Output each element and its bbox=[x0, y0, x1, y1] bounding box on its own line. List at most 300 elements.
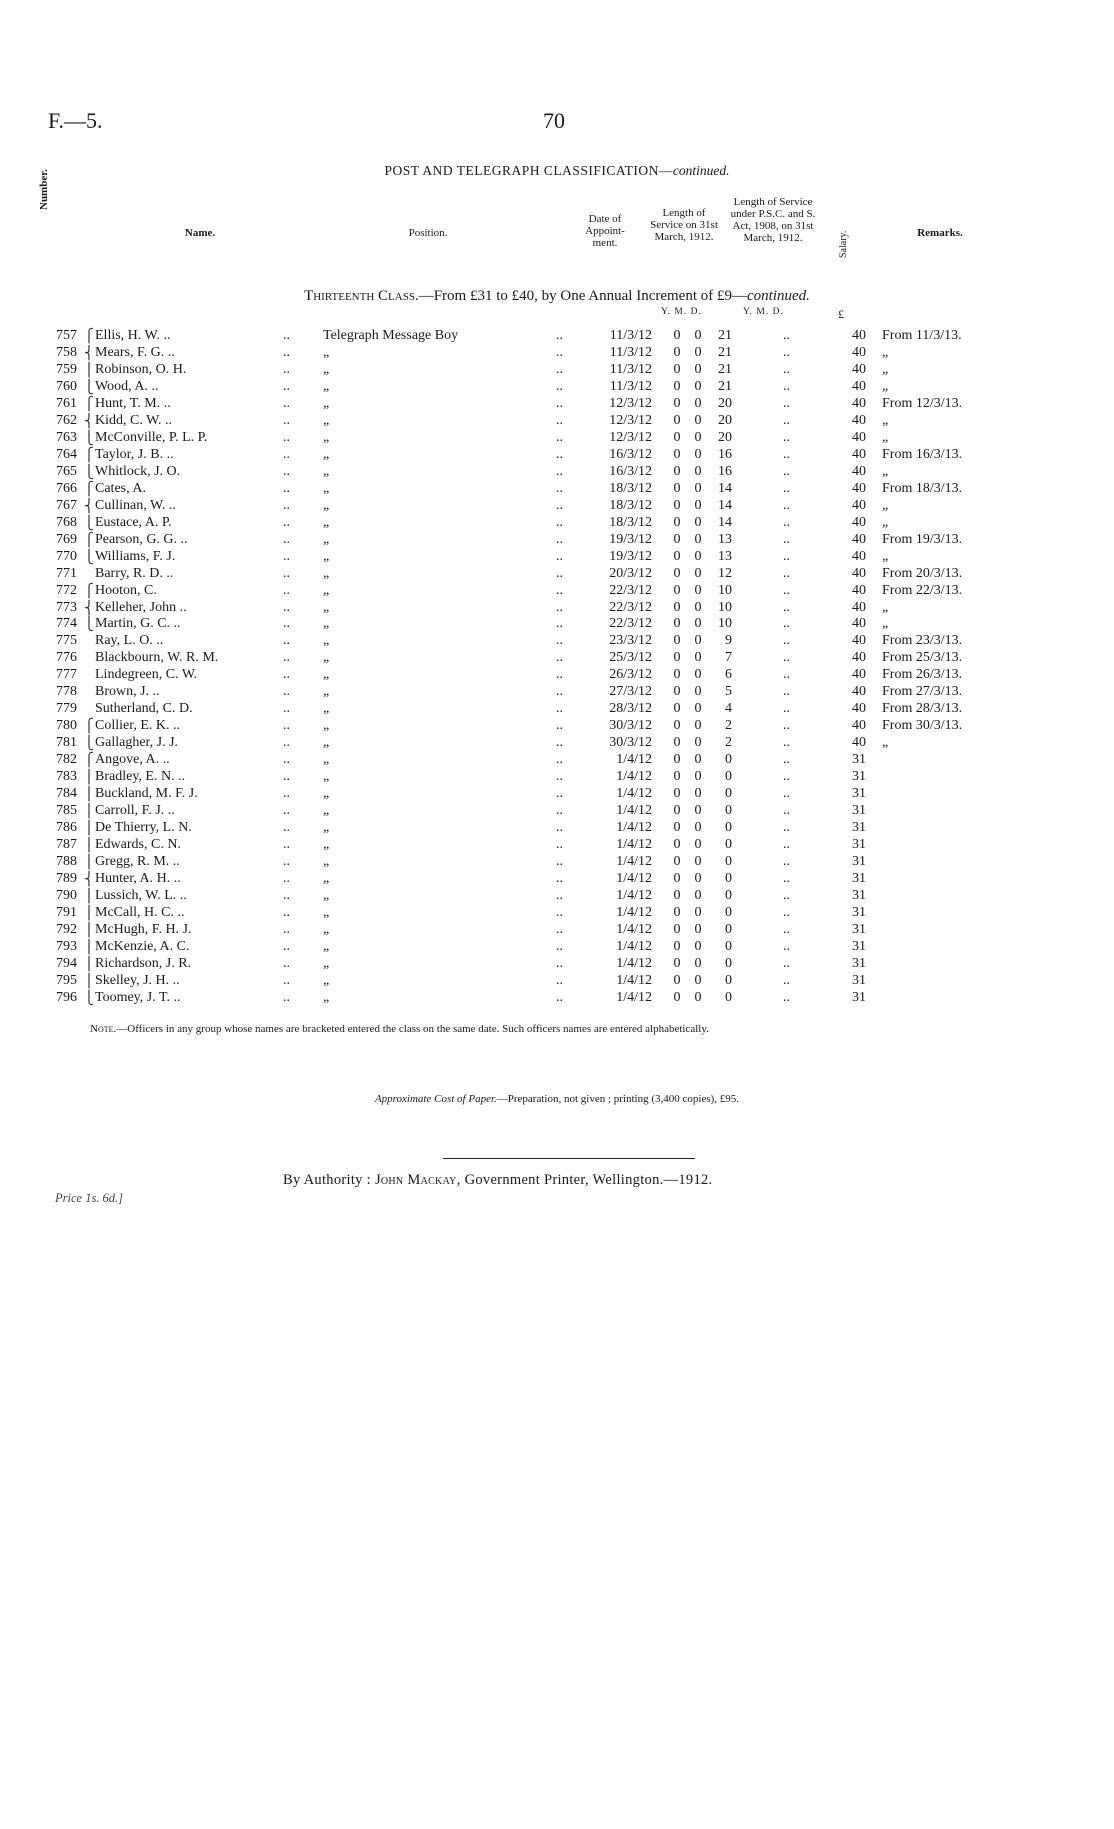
appointment-date: 1/4/12 bbox=[616, 769, 652, 785]
salary: 31 bbox=[852, 820, 866, 836]
leader-dots: .. bbox=[783, 429, 790, 445]
table-row bbox=[0, 785, 1114, 802]
service-years: 0 bbox=[673, 752, 681, 768]
group-bracket: ⎪ bbox=[84, 972, 94, 988]
group-bracket: ⎧ bbox=[84, 752, 94, 768]
position: „ bbox=[323, 786, 330, 802]
table-row bbox=[0, 870, 1114, 887]
footnote-label: Note. bbox=[90, 1023, 117, 1035]
table-row bbox=[0, 802, 1114, 819]
row-number: 760 bbox=[56, 378, 77, 394]
appointment-date: 1/4/12 bbox=[616, 955, 652, 971]
remarks: „ bbox=[882, 378, 889, 394]
table-row bbox=[0, 395, 1114, 412]
units-service: Y. M. D. bbox=[661, 307, 702, 317]
leader-dots: .. bbox=[556, 972, 563, 988]
table-row bbox=[0, 955, 1114, 972]
salary: 31 bbox=[852, 854, 866, 870]
table-row bbox=[0, 463, 1114, 480]
salary: 40 bbox=[852, 616, 866, 632]
position: „ bbox=[323, 837, 330, 853]
staff-name: Toomey, J. T. .. bbox=[95, 989, 181, 1005]
remarks: From 22/3/13. bbox=[882, 582, 963, 598]
remarks: „ bbox=[882, 344, 889, 360]
row-number: 765 bbox=[56, 463, 77, 479]
service-years: 0 bbox=[673, 667, 681, 683]
service-days: 0 bbox=[725, 837, 732, 853]
service-months: 0 bbox=[694, 955, 702, 971]
leader-dots: .. bbox=[283, 616, 290, 632]
service-years: 0 bbox=[673, 548, 681, 564]
group-bracket: ⎩ bbox=[84, 548, 94, 564]
appointment-date: 1/4/12 bbox=[616, 904, 652, 920]
group-bracket: ⎪ bbox=[84, 904, 94, 920]
imprint-rest: Government Printer, Wellington.—1912. bbox=[464, 1172, 713, 1188]
position: „ bbox=[323, 820, 330, 836]
leader-dots: .. bbox=[783, 616, 790, 632]
row-number: 777 bbox=[56, 667, 77, 683]
salary: 40 bbox=[852, 480, 866, 496]
leader-dots: .. bbox=[283, 361, 290, 377]
staff-name: Martin, G. C. .. bbox=[95, 616, 181, 632]
row-number: 783 bbox=[56, 769, 77, 785]
service-years: 0 bbox=[673, 463, 681, 479]
leader-dots: .. bbox=[783, 514, 790, 530]
service-years: 0 bbox=[673, 328, 681, 343]
salary: 40 bbox=[852, 735, 866, 751]
row-number: 794 bbox=[56, 955, 77, 971]
appointment-date: 22/3/12 bbox=[609, 599, 652, 615]
table-row bbox=[0, 819, 1114, 836]
position: „ bbox=[323, 701, 330, 717]
salary: 40 bbox=[852, 446, 866, 462]
staff-name: Eustace, A. P. bbox=[95, 514, 172, 530]
salary: 40 bbox=[852, 701, 866, 717]
leader-dots: .. bbox=[783, 769, 790, 785]
row-number: 789 bbox=[56, 871, 77, 887]
position: „ bbox=[323, 548, 330, 564]
leader-dots: .. bbox=[783, 582, 790, 598]
group-bracket: ⎩ bbox=[84, 514, 94, 530]
leader-dots: .. bbox=[556, 361, 563, 377]
imprint-name: John Mackay, bbox=[374, 1172, 461, 1188]
leader-dots: .. bbox=[283, 972, 290, 988]
remarks: „ bbox=[882, 497, 889, 513]
appointment-date: 30/3/12 bbox=[609, 735, 652, 751]
row-number: 791 bbox=[56, 904, 77, 920]
staff-name: Collier, E. K. .. bbox=[95, 718, 180, 734]
row-number: 767 bbox=[56, 497, 77, 513]
leader-dots: .. bbox=[556, 531, 563, 547]
service-months: 0 bbox=[694, 599, 702, 615]
service-months: 0 bbox=[694, 616, 702, 632]
position: „ bbox=[323, 463, 330, 479]
service-days: 14 bbox=[718, 480, 732, 496]
service-days: 4 bbox=[725, 701, 732, 717]
service-months: 0 bbox=[694, 871, 702, 887]
service-days: 0 bbox=[725, 854, 732, 870]
service-months: 0 bbox=[694, 786, 702, 802]
units-salary: £ bbox=[838, 307, 845, 321]
leader-dots: .. bbox=[556, 820, 563, 836]
leader-dots: .. bbox=[556, 565, 563, 581]
row-number: 792 bbox=[56, 921, 77, 937]
salary: 31 bbox=[852, 803, 866, 819]
position: „ bbox=[323, 921, 330, 937]
position: „ bbox=[323, 344, 330, 360]
page-title bbox=[0, 163, 1114, 179]
leader-dots: .. bbox=[783, 480, 790, 496]
staff-name: Kelleher, John .. bbox=[95, 599, 187, 615]
service-days: 0 bbox=[725, 955, 732, 971]
salary: 31 bbox=[852, 972, 866, 988]
appointment-date: 26/3/12 bbox=[609, 667, 652, 683]
staff-name: McKenzie, A. C. bbox=[95, 938, 190, 954]
leader-dots: .. bbox=[556, 344, 563, 360]
staff-name: Taylor, J. B. .. bbox=[95, 446, 174, 462]
leader-dots: .. bbox=[283, 989, 290, 1005]
service-months: 0 bbox=[694, 972, 702, 988]
table-row bbox=[0, 548, 1114, 565]
service-months: 0 bbox=[694, 938, 702, 954]
row-number: 774 bbox=[56, 616, 77, 632]
service-years: 0 bbox=[673, 854, 681, 870]
row-number: 772 bbox=[56, 582, 77, 598]
service-days: 12 bbox=[718, 565, 732, 581]
service-days: 9 bbox=[725, 633, 732, 649]
service-months: 0 bbox=[694, 904, 702, 920]
cost-of-paper bbox=[0, 1093, 1114, 1105]
service-months: 0 bbox=[694, 497, 702, 513]
salary: 31 bbox=[852, 938, 866, 954]
leader-dots: .. bbox=[783, 378, 790, 394]
column-header-length-service: Length of Service on 31st March, 1912. bbox=[650, 207, 718, 243]
service-days: 10 bbox=[718, 616, 732, 632]
leader-dots: .. bbox=[283, 769, 290, 785]
row-number: 781 bbox=[56, 735, 77, 751]
group-bracket: ⎧ bbox=[84, 718, 94, 734]
staff-name: Pearson, G. G. .. bbox=[95, 531, 188, 547]
staff-name: Williams, F. J. bbox=[95, 548, 176, 564]
table-row bbox=[0, 836, 1114, 853]
leader-dots: .. bbox=[783, 837, 790, 853]
group-bracket: ⎪ bbox=[84, 361, 94, 377]
staff-name: Whitlock, J. O. bbox=[95, 463, 181, 479]
group-bracket: ⎨ bbox=[84, 497, 94, 513]
service-days: 0 bbox=[725, 820, 732, 836]
salary: 40 bbox=[852, 531, 866, 547]
row-number: 787 bbox=[56, 837, 77, 853]
column-header-position: Position. bbox=[408, 227, 448, 239]
service-years: 0 bbox=[673, 361, 681, 377]
staff-name: Wood, A. .. bbox=[95, 378, 159, 394]
leader-dots: .. bbox=[783, 735, 790, 751]
appointment-date: 1/4/12 bbox=[616, 871, 652, 887]
service-days: 0 bbox=[725, 972, 732, 988]
staff-name: Ellis, H. W. .. bbox=[95, 328, 171, 343]
remarks: From 26/3/13. bbox=[882, 667, 963, 683]
row-number: 757 bbox=[56, 328, 77, 343]
staff-name: Barry, R. D. .. bbox=[95, 565, 174, 581]
service-days: 0 bbox=[725, 769, 732, 785]
column-header-name: Name. bbox=[184, 227, 216, 239]
row-number: 782 bbox=[56, 752, 77, 768]
salary: 31 bbox=[852, 837, 866, 853]
leader-dots: .. bbox=[783, 803, 790, 819]
salary: 40 bbox=[852, 548, 866, 564]
leader-dots: .. bbox=[283, 633, 290, 649]
leader-dots: .. bbox=[783, 938, 790, 954]
salary: 40 bbox=[852, 667, 866, 683]
service-years: 0 bbox=[673, 684, 681, 700]
service-months: 0 bbox=[694, 378, 702, 394]
position: „ bbox=[323, 480, 330, 496]
service-years: 0 bbox=[673, 429, 681, 445]
position: „ bbox=[323, 429, 330, 445]
row-number: 763 bbox=[56, 429, 77, 445]
leader-dots: .. bbox=[556, 548, 563, 564]
service-years: 0 bbox=[673, 888, 681, 903]
row-number: 785 bbox=[56, 803, 77, 819]
leader-dots: .. bbox=[283, 735, 290, 751]
salary: 40 bbox=[852, 328, 866, 343]
leader-dots: .. bbox=[783, 412, 790, 428]
imprint-by: By Authority : bbox=[283, 1172, 371, 1188]
staff-name: Lindegreen, C. W. bbox=[95, 667, 198, 683]
row-number: 793 bbox=[56, 938, 77, 954]
table-row bbox=[0, 632, 1114, 649]
service-years: 0 bbox=[673, 344, 681, 360]
appointment-date: 27/3/12 bbox=[609, 684, 652, 700]
leader-dots: .. bbox=[283, 463, 290, 479]
table-row bbox=[0, 989, 1114, 1006]
service-months: 0 bbox=[694, 395, 702, 411]
service-months: 0 bbox=[694, 735, 702, 751]
table-row bbox=[0, 615, 1114, 632]
service-months: 0 bbox=[694, 633, 702, 649]
leader-dots: .. bbox=[783, 599, 790, 615]
salary: 31 bbox=[852, 904, 866, 920]
salary: 31 bbox=[852, 752, 866, 768]
leader-dots: .. bbox=[283, 955, 290, 971]
leader-dots: .. bbox=[283, 684, 290, 700]
remarks: From 27/3/13. bbox=[882, 684, 963, 700]
service-months: 0 bbox=[694, 769, 702, 785]
row-number: 776 bbox=[56, 650, 77, 666]
service-days: 20 bbox=[718, 412, 732, 428]
service-years: 0 bbox=[673, 565, 681, 581]
position: „ bbox=[323, 769, 330, 785]
service-days: 21 bbox=[718, 378, 732, 394]
staff-name: Gallagher, J. J. bbox=[95, 735, 179, 751]
service-months: 0 bbox=[694, 888, 702, 903]
remarks: „ bbox=[882, 599, 889, 615]
remarks: From 28/3/13. bbox=[882, 701, 963, 717]
column-header-length-under-act: Length of Service under P.S.C. and S. Act, 1908, on 31st March, 1912. bbox=[730, 196, 816, 244]
leader-dots: .. bbox=[556, 514, 563, 530]
leader-dots: .. bbox=[556, 989, 563, 1005]
footnote-text: —Officers in any group whose names are bracketed entered the class on the same date. Such officers names are entered alphabetically. bbox=[116, 1023, 709, 1035]
service-days: 21 bbox=[718, 344, 732, 360]
leader-dots: .. bbox=[283, 650, 290, 666]
table-row bbox=[0, 497, 1114, 514]
position: „ bbox=[323, 888, 330, 903]
column-header-salary: Salary. bbox=[838, 230, 849, 258]
group-bracket: ⎩ bbox=[84, 378, 94, 394]
class-description: —From £31 to £40, by One Annual Increment of £9— bbox=[418, 288, 747, 304]
leader-dots: .. bbox=[283, 904, 290, 920]
leader-dots: .. bbox=[783, 328, 790, 343]
salary: 40 bbox=[852, 718, 866, 734]
position: Telegraph Message Boy bbox=[323, 328, 459, 343]
leader-dots: .. bbox=[283, 837, 290, 853]
salary: 40 bbox=[852, 395, 866, 411]
service-years: 0 bbox=[673, 650, 681, 666]
remarks: „ bbox=[882, 412, 889, 428]
class-continued: continued. bbox=[747, 288, 810, 304]
leader-dots: .. bbox=[556, 412, 563, 428]
leader-dots: .. bbox=[556, 463, 563, 479]
service-years: 0 bbox=[673, 803, 681, 819]
service-months: 0 bbox=[694, 854, 702, 870]
table-row bbox=[0, 344, 1114, 361]
leader-dots: .. bbox=[783, 344, 790, 360]
service-years: 0 bbox=[673, 921, 681, 937]
leader-dots: .. bbox=[556, 718, 563, 734]
remarks: „ bbox=[882, 616, 889, 632]
leader-dots: .. bbox=[556, 803, 563, 819]
appointment-date: 23/3/12 bbox=[609, 633, 652, 649]
salary: 31 bbox=[852, 888, 866, 903]
service-months: 0 bbox=[694, 752, 702, 768]
service-years: 0 bbox=[673, 735, 681, 751]
appointment-date: 1/4/12 bbox=[616, 972, 652, 988]
leader-dots: .. bbox=[556, 633, 563, 649]
leader-dots: .. bbox=[283, 718, 290, 734]
service-months: 0 bbox=[694, 803, 702, 819]
leader-dots: .. bbox=[283, 531, 290, 547]
appointment-date: 1/4/12 bbox=[616, 921, 652, 937]
service-days: 10 bbox=[718, 599, 732, 615]
remarks: „ bbox=[882, 361, 889, 377]
group-bracket: ⎪ bbox=[84, 888, 94, 903]
group-bracket: ⎪ bbox=[84, 803, 94, 819]
leader-dots: .. bbox=[283, 803, 290, 819]
salary: 40 bbox=[852, 497, 866, 513]
position: „ bbox=[323, 378, 330, 394]
appointment-date: 30/3/12 bbox=[609, 718, 652, 734]
divider-rule bbox=[443, 1158, 695, 1159]
remarks: From 16/3/13. bbox=[882, 446, 963, 462]
service-years: 0 bbox=[673, 938, 681, 954]
title-main: POST AND TELEGRAPH CLASSIFICATION— bbox=[384, 163, 673, 178]
salary: 40 bbox=[852, 412, 866, 428]
group-bracket: ⎩ bbox=[84, 735, 94, 751]
appointment-date: 1/4/12 bbox=[616, 752, 652, 768]
leader-dots: .. bbox=[783, 565, 790, 581]
position: „ bbox=[323, 989, 330, 1005]
service-years: 0 bbox=[673, 904, 681, 920]
position: „ bbox=[323, 412, 330, 428]
leader-dots: .. bbox=[283, 701, 290, 717]
staff-name: Kidd, C. W. .. bbox=[95, 412, 173, 428]
table-row bbox=[0, 700, 1114, 717]
service-months: 0 bbox=[694, 667, 702, 683]
service-days: 0 bbox=[725, 921, 732, 937]
leader-dots: .. bbox=[783, 361, 790, 377]
group-bracket: ⎧ bbox=[84, 395, 94, 411]
service-days: 5 bbox=[725, 684, 732, 700]
salary: 40 bbox=[852, 633, 866, 649]
table-row bbox=[0, 853, 1114, 870]
position: „ bbox=[323, 803, 330, 819]
service-months: 0 bbox=[694, 328, 702, 343]
remarks: From 20/3/13. bbox=[882, 565, 963, 581]
row-number: 766 bbox=[56, 480, 77, 496]
service-days: 13 bbox=[718, 531, 732, 547]
leader-dots: .. bbox=[556, 955, 563, 971]
position: „ bbox=[323, 361, 330, 377]
appointment-date: 1/4/12 bbox=[616, 854, 652, 870]
service-months: 0 bbox=[694, 361, 702, 377]
leader-dots: .. bbox=[556, 599, 563, 615]
salary: 31 bbox=[852, 989, 866, 1005]
service-years: 0 bbox=[673, 955, 681, 971]
cost-text: —Preparation, not given ; printing (3,400 copies), £95. bbox=[496, 1093, 740, 1105]
appointment-date: 12/3/12 bbox=[609, 395, 652, 411]
table-row bbox=[0, 412, 1114, 429]
staff-name: Bradley, E. N. .. bbox=[95, 769, 186, 785]
row-number: 762 bbox=[56, 412, 77, 428]
leader-dots: .. bbox=[283, 582, 290, 598]
table-row bbox=[0, 904, 1114, 921]
column-header-number: Number. bbox=[38, 169, 50, 210]
staff-name: Carroll, F. J. .. bbox=[95, 803, 175, 819]
printer-imprint bbox=[283, 1172, 712, 1189]
leader-dots: .. bbox=[783, 871, 790, 887]
leader-dots: .. bbox=[556, 446, 563, 462]
salary: 31 bbox=[852, 871, 866, 887]
service-months: 0 bbox=[694, 989, 702, 1005]
appointment-date: 19/3/12 bbox=[609, 531, 652, 547]
appointment-date: 12/3/12 bbox=[609, 429, 652, 445]
service-years: 0 bbox=[673, 837, 681, 853]
column-header-date-appointment: Date of Appoint- ment. bbox=[585, 213, 625, 249]
leader-dots: .. bbox=[283, 938, 290, 954]
leader-dots: .. bbox=[783, 752, 790, 768]
salary: 40 bbox=[852, 684, 866, 700]
service-years: 0 bbox=[673, 616, 681, 632]
staff-name: Mears, F. G. .. bbox=[95, 344, 175, 360]
service-months: 0 bbox=[694, 837, 702, 853]
table-row bbox=[0, 751, 1114, 768]
leader-dots: .. bbox=[783, 888, 790, 903]
row-number: 784 bbox=[56, 786, 77, 802]
group-bracket: ⎪ bbox=[84, 921, 94, 937]
position: „ bbox=[323, 854, 330, 870]
service-days: 0 bbox=[725, 803, 732, 819]
service-months: 0 bbox=[694, 463, 702, 479]
service-days: 6 bbox=[725, 667, 732, 683]
leader-dots: .. bbox=[556, 684, 563, 700]
appointment-date: 22/3/12 bbox=[609, 616, 652, 632]
salary: 40 bbox=[852, 582, 866, 598]
salary: 40 bbox=[852, 344, 866, 360]
appointment-date: 11/3/12 bbox=[609, 361, 652, 377]
leader-dots: .. bbox=[283, 395, 290, 411]
cost-label: Approximate Cost of Paper. bbox=[374, 1093, 497, 1105]
staff-name: Cullinan, W. .. bbox=[95, 497, 176, 513]
